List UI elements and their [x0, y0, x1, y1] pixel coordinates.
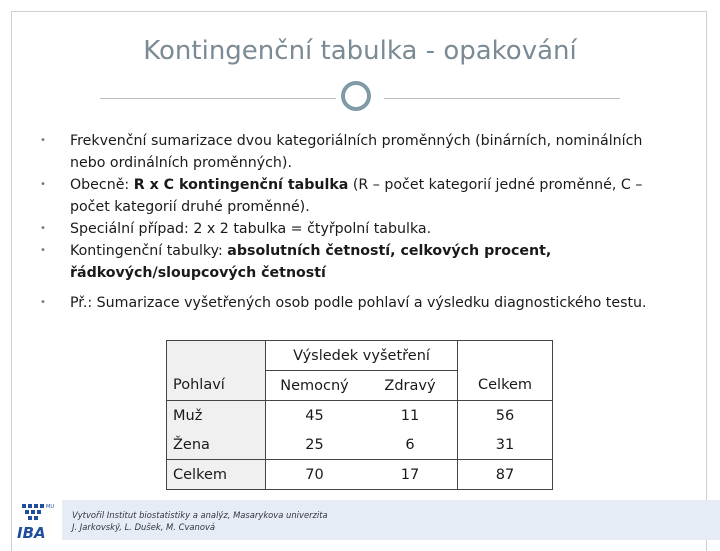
bullet-text-post: (R – počet kategorií jedné proměnné, C – počet kategorií druhé proměnné). [70, 177, 643, 215]
bullet-text: Př.: Sumarizace vyšetřených osob podle pohlaví a výsledku diagnostického testu. [70, 295, 647, 311]
logo-text: IBA [17, 524, 46, 540]
table-cell: 11 [363, 401, 458, 431]
table-cell: 25 [266, 430, 364, 460]
bullet-dot-icon: • [40, 135, 46, 146]
row-label: Žena [167, 430, 266, 460]
bullet-text-pre: Obecně: [70, 177, 134, 193]
table-row [167, 430, 553, 460]
table-cell: 17 [363, 460, 458, 490]
bullet-text-bold: absolutních četností, celkových procent, řádkových/sloupcových četností [70, 243, 552, 281]
column-header: Zdravý [363, 371, 458, 401]
footer-line: J. Jarkovský, L. Dušek, M. Cvanová [72, 522, 216, 532]
table-corner-cell [167, 341, 266, 371]
bullet-text: Frekvenční sumarizace dvou kategoriálních proměnných (binárních, nominálních nebo ordinálních proměnných). [70, 133, 643, 171]
bullet-item [40, 292, 680, 314]
table-cell: 6 [363, 430, 458, 460]
bullet-text-pre: Kontingenční tabulky: [70, 243, 228, 259]
iba-logo-icon [14, 500, 54, 540]
table-cell: 56 [458, 401, 553, 431]
column-header: Celkem [458, 371, 553, 401]
table-row [167, 460, 553, 490]
bullet-dot-icon: • [40, 297, 46, 308]
table-cell: 70 [266, 460, 364, 490]
bullet-dot-icon: • [40, 245, 46, 256]
footer-line: Vytvořil Institut biostatistiky a analýz, Masarykova univerzita [72, 510, 328, 520]
bullet-text: Speciální případ: 2 x 2 tabulka = čtyřpolní tabulka. [70, 221, 432, 237]
group-header-cell: Výsledek vyšetření [266, 341, 458, 371]
bullet-item [40, 240, 680, 284]
column-header: Pohlaví [167, 371, 266, 401]
table-cell: 31 [458, 430, 553, 460]
table-cell: 45 [266, 401, 364, 431]
circle-ornament-icon [341, 81, 371, 111]
row-label: Muž [167, 401, 266, 431]
bullet-list [40, 130, 680, 314]
contingency-table [166, 340, 553, 490]
title-divider-right [384, 98, 620, 99]
logo-small-text: MU [46, 504, 54, 510]
bullet-item [40, 174, 680, 218]
table-cell: 87 [458, 460, 553, 490]
title-divider-left [100, 98, 336, 99]
footer-credits [72, 509, 328, 533]
slide-title: Kontingenční tabulka - opakování [143, 36, 577, 66]
bullet-dot-icon: • [40, 223, 46, 234]
table-header-row [167, 371, 553, 401]
bullet-item [40, 130, 680, 174]
table-corner-cell [458, 341, 553, 371]
table-row [167, 401, 553, 431]
bullet-dot-icon: • [40, 179, 46, 190]
table-header-row [167, 341, 553, 371]
bullet-item [40, 218, 680, 240]
row-label: Celkem [167, 460, 266, 490]
bullet-text-bold: R x C kontingenční tabulka [133, 177, 349, 193]
column-header: Nemocný [266, 371, 364, 401]
